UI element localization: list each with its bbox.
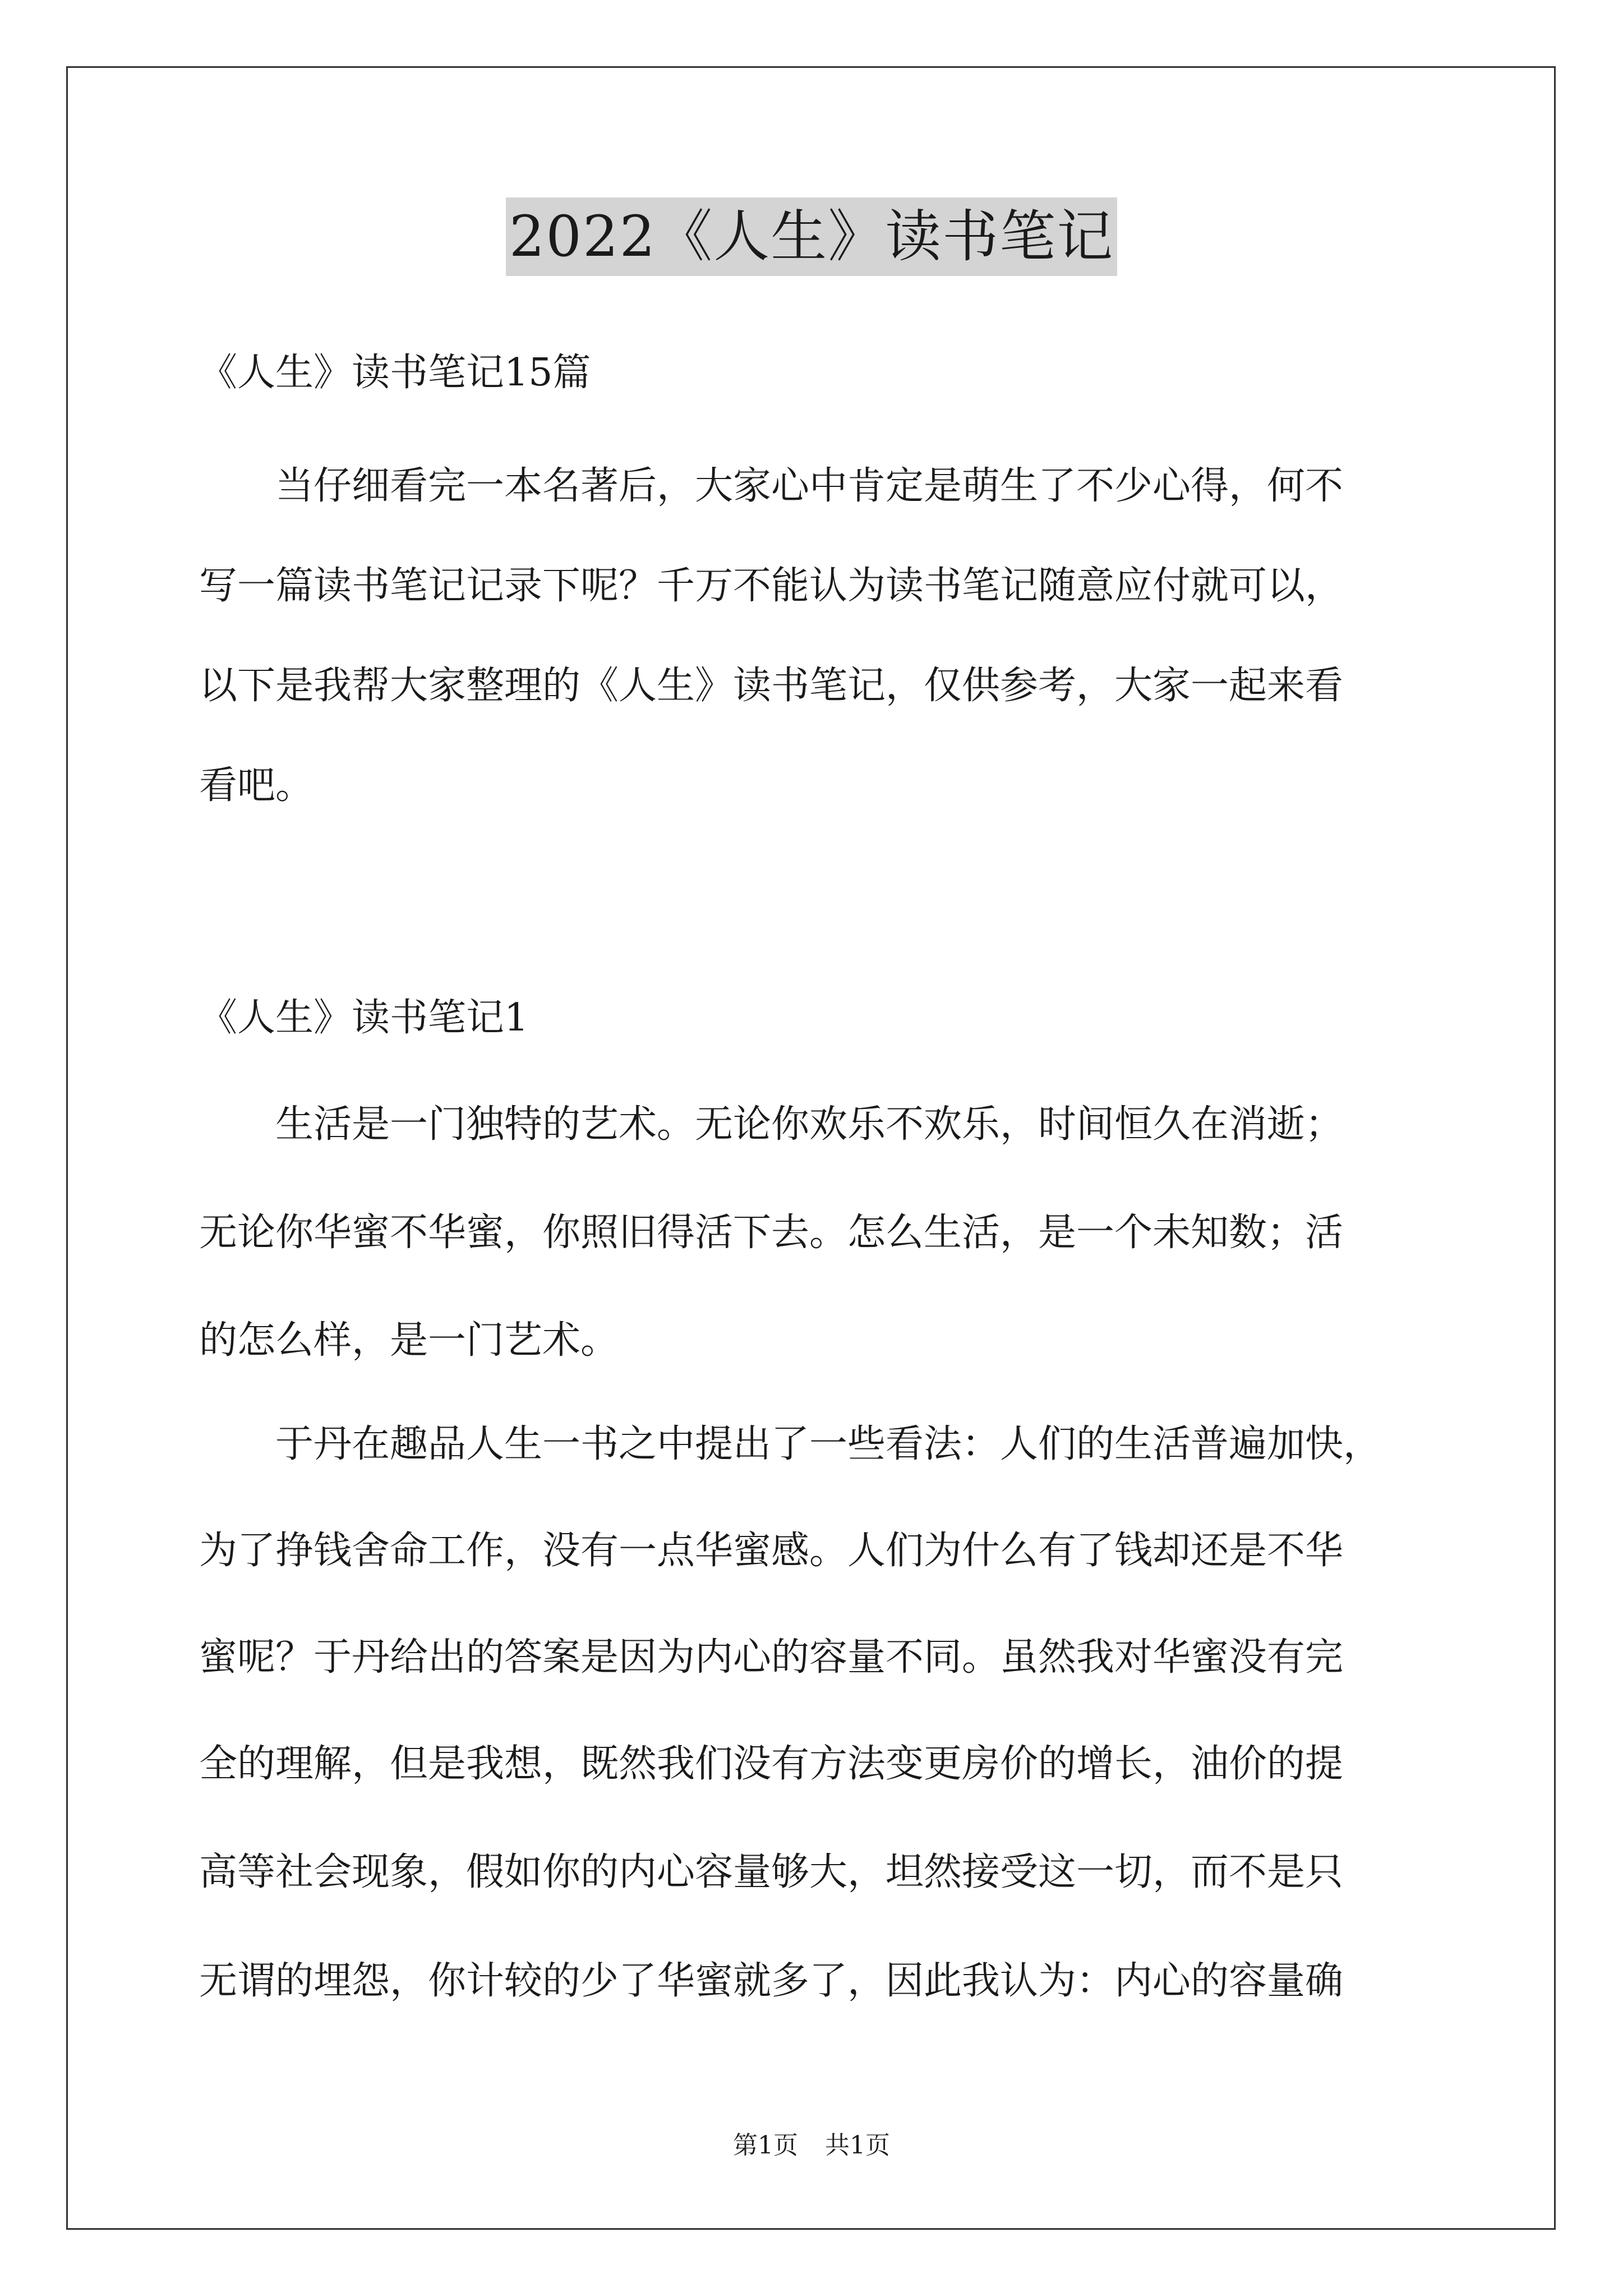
document-title: 2022《人生》读书笔记 — [506, 197, 1118, 276]
body-line: 的怎么样，是一门艺术。 — [199, 1318, 619, 1363]
page-footer — [0, 2129, 1623, 2162]
body-line: 高等社会现象，假如你的内心容量够大，坦然接受这一切，而不是只 — [199, 1850, 1344, 1894]
body-line: 无论你华蜜不华蜜，你照旧得活下去。怎么生活，是一个未知数；活 — [199, 1211, 1344, 1255]
title-container — [0, 197, 1623, 276]
body-line: 于丹在趣品人生一书之中提出了一些看法：人们的生活普遍加快， — [199, 1422, 1382, 1466]
body-line: 蜜呢？于丹给出的答案是因为内心的容量不同。虽然我对华蜜没有完 — [199, 1635, 1344, 1680]
body-line: 生活是一门独特的艺术。无论你欢乐不欢乐，时间恒久在消逝； — [199, 1102, 1344, 1147]
body-line: 无谓的埋怨，你计较的少了华蜜就多了，因此我认为：内心的容量确 — [199, 1959, 1344, 2003]
body-line: 全的理解，但是我想，既然我们没有方法变更房价的增长，油价的提 — [199, 1742, 1344, 1786]
page-number: 第1页 — [733, 2131, 798, 2160]
intro-line: 写一篇读书笔记记录下呢？千万不能认为读书笔记随意应付就可以， — [199, 564, 1344, 608]
page-total: 共1页 — [825, 2131, 890, 2160]
intro-line: 以下是我帮大家整理的《人生》读书笔记，仅供参考，大家一起来看 — [199, 664, 1344, 708]
section-heading: 《人生》读书笔记1 — [199, 996, 529, 1040]
intro-line: 当仔细看完一本名著后，大家心中肯定是萌生了不少心得，何不 — [199, 464, 1344, 508]
intro-line: 看吧。 — [199, 763, 314, 808]
subtitle: 《人生》读书笔记15篇 — [199, 351, 591, 395]
body-line: 为了挣钱舍命工作，没有一点华蜜感。人们为什么有了钱却还是不华 — [199, 1529, 1344, 1573]
